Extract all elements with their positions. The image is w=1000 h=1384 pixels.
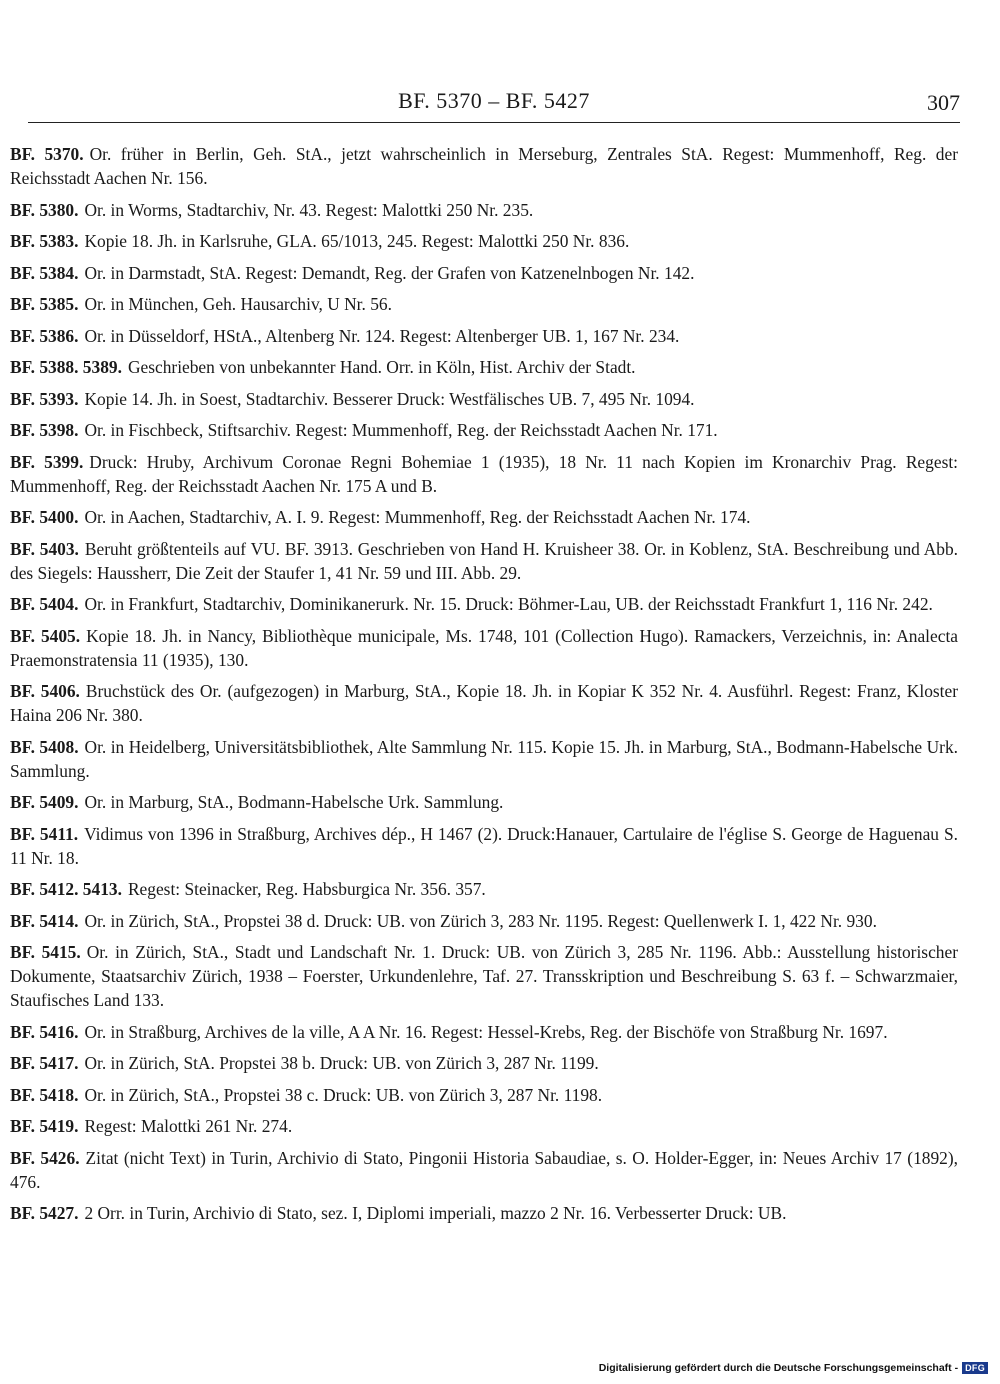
entry-text: 2 Orr. in Turin, Archivio di Stato, sez. I, Diplomi imperiali, mazzo 2 Nr. 16. Verbesserter Druck: UB. — [84, 1203, 787, 1223]
entry-id: BF. 5403. — [10, 538, 79, 559]
entry-text: Kopie 14. Jh. in Soest, Stadtarchiv. Besserer Druck: Westfälisches UB. 7, 495 Nr. 1094. — [84, 388, 695, 409]
entry-id: BF. 5414. — [10, 910, 79, 931]
entry-id: BF. 5388. 5389. — [10, 357, 122, 377]
entry — [10, 592, 958, 616]
entry-id: BF. 5406. — [10, 681, 80, 701]
entry-id: BF. 5380. — [10, 199, 79, 220]
entry — [10, 1201, 958, 1225]
entry — [10, 1114, 958, 1138]
dfg-logo: DFG — [962, 1362, 988, 1374]
entry-text: Zitat (nicht Text) in Turin, Archivio di Stato, Pingonii Historia Sabaudiae, s. O. Holder-Egger, in: Neues Archiv 17 (1892), 476. — [10, 1147, 959, 1192]
entry — [10, 735, 958, 783]
entry-text: Or. in Fischbeck, Stiftsarchiv. Regest: Mummenhoff, Reg. der Reichsstadt Aachen Nr. 171. — [84, 420, 718, 440]
entry — [10, 1020, 958, 1044]
entry — [10, 450, 958, 498]
entry-id: BF. 5393. — [10, 388, 79, 409]
entry-list — [10, 142, 958, 1233]
entry-text: Or. in Worms, Stadtarchiv, Nr. 43. Regest: Malottki 250 Nr. 235. — [84, 199, 534, 220]
entry-text: Geschrieben von unbekannter Hand. Orr. in Köln, Hist. Archiv der Stadt. — [127, 357, 636, 377]
entry-id: BF. 5400. — [10, 507, 79, 527]
footer-credit — [599, 1362, 988, 1374]
entry — [10, 679, 958, 727]
entry-text: Bruchstück des Or. (aufgezogen) in Marburg, StA., Kopie 18. Jh. in Kopiar K 352 Nr. 4. Ausführl. Regest: Franz, Kloster Haina 206 Nr. 380. — [10, 681, 958, 725]
running-title: BF. 5370 – BF. 5427 — [398, 88, 590, 113]
entry — [10, 877, 958, 901]
entry-text: Or. in München, Geh. Hausarchiv, U Nr. 56. — [84, 294, 392, 314]
entry — [10, 387, 958, 411]
entry-text: Or. in Zürich, StA., Propstei 38 d. Druck: UB. von Zürich 3, 283 Nr. 1195. Regest: Quellenwerk I. 1, 422 Nr. 930. — [84, 910, 877, 931]
entry-text: Vidimus von 1396 in Straßburg, Archives dép., H 1467 (2). Druck:Hanauer, Cartulaire de l'église S. George de Haguenau S. 11 Nr. 18. — [10, 823, 958, 868]
entry — [10, 909, 958, 933]
entry-text: Or. in Straßburg, Archives de la ville, A A Nr. 16. Regest: Hessel-Krebs, Reg. der Bischöfe von Straßburg Nr. 1697. — [84, 1021, 888, 1042]
entry-text: Or. in Zürich, StA., Propstei 38 c. Druck: UB. von Zürich 3, 287 Nr. 1198. — [84, 1084, 603, 1105]
entry-id: BF. 5419. — [10, 1116, 79, 1136]
entry — [10, 261, 958, 285]
entry-id: BF. 5399. — [10, 451, 84, 472]
entry-text: Or. in Düsseldorf, HStA., Altenberg Nr. 124. Regest: Altenberger UB. 1, 167 Nr. 234. — [84, 325, 680, 346]
entry-id: BF. 5418. — [10, 1084, 79, 1105]
entry-text: Beruht größtenteils auf VU. BF. 3913. Geschrieben von Hand H. Kruisheer 38. Or. in Koblenz, StA. Beschreibung und Abb. des Siegels: Haussherr, Die Zeit der Staufer 1, 41 Nr. 59 und III. Abb. 29. — [10, 538, 958, 583]
entry — [10, 1083, 958, 1107]
entry — [10, 822, 958, 870]
entry-id: BF. 5412. 5413. — [10, 879, 122, 899]
entry — [10, 418, 958, 442]
entry-id: BF. 5415. — [10, 942, 81, 962]
entry-id: BF. 5409. — [10, 792, 79, 812]
entry-text: Druck: Hruby, Archivum Coronae Regni Bohemiae 1 (1935), 18 Nr. 11 nach Kopien im Kronarchiv Prag. Regest: Mummenhoff, Reg. der Reichsstadt Aachen Nr. 175 A und B. — [10, 451, 959, 496]
entry — [10, 1051, 958, 1075]
entry — [10, 292, 958, 316]
entry-id: BF. 5370. — [10, 144, 84, 164]
running-header — [28, 84, 960, 123]
entry-id: BF. 5383. — [10, 231, 79, 251]
entry — [10, 1146, 958, 1194]
entry — [10, 537, 958, 585]
entry-text: Or. in Zürich, StA. Propstei 38 b. Druck: UB. von Zürich 3, 287 Nr. 1199. — [84, 1053, 599, 1073]
entry-text: Or. in Zürich, StA., Stadt und Landschaft Nr. 1. Druck: UB. von Zürich 3, 285 Nr. 1196. Abb.: Ausstellung historischer Dokumente, Staatsarchiv Zürich, 1938 – Foerster, Urkundenlehre, Taf. 27. Transskription und Beschreibung S. 63 f. – Schwarzmaier, Staufisches Land 133. — [10, 942, 958, 1010]
entry-id: BF. 5417. — [10, 1053, 79, 1073]
entry-id: BF. 5416. — [10, 1021, 79, 1042]
entry-text: Kopie 18. Jh. in Karlsruhe, GLA. 65/1013, 245. Regest: Malottki 250 Nr. 836. — [84, 231, 630, 251]
entry-id: BF. 5404. — [10, 594, 79, 614]
entry-id: BF. 5411. — [10, 823, 79, 844]
funding-credit: Digitalisierung gefördert durch die Deutsche Forschungsgemeinschaft - — [598, 1362, 959, 1374]
entry-text: Or. in Darmstadt, StA. Regest: Demandt, Reg. der Grafen von Katzenelnbogen Nr. 142. — [84, 262, 695, 283]
entry — [10, 229, 958, 253]
entry-text: Regest: Steinacker, Reg. Habsburgica Nr. 356. 357. — [127, 879, 486, 899]
entry — [10, 198, 958, 222]
entry — [10, 142, 958, 190]
entry-id: BF. 5386. — [10, 325, 79, 346]
entry — [10, 624, 958, 672]
entry-id: BF. 5427. — [10, 1203, 79, 1223]
entry-text: Or. in Aachen, Stadtarchiv, A. I. 9. Regest: Mummenhoff, Reg. der Reichsstadt Aachen Nr. 174. — [84, 507, 751, 527]
entry — [10, 324, 958, 348]
entry-id: BF. 5384. — [10, 262, 79, 283]
entry-id: BF. 5398. — [10, 420, 79, 440]
page-number: 307 — [927, 90, 960, 115]
entry — [10, 505, 958, 529]
entry — [10, 355, 958, 379]
entry-text: Or. in Frankfurt, Stadtarchiv, Dominikanerurk. Nr. 15. Druck: Böhmer-Lau, UB. der Reichsstadt Frankfurt 1, 116 Nr. 242. — [84, 594, 933, 614]
entry — [10, 940, 958, 1012]
entry-id: BF. 5405. — [10, 625, 81, 646]
entry-text: Or. früher in Berlin, Geh. StA., jetzt wahrscheinlich in Merseburg, Zentrales StA. Regest: Mummenhoff, Reg. der Reichsstadt Aachen Nr. 156. — [10, 144, 958, 188]
entry-id: BF. 5426. — [10, 1147, 80, 1168]
entry-text: Regest: Malottki 261 Nr. 274. — [84, 1116, 293, 1136]
entry-id: BF. 5385. — [10, 294, 79, 314]
entry-text: Or. in Marburg, StA., Bodmann-Habelsche Urk. Sammlung. — [84, 792, 504, 812]
entry-text: Kopie 18. Jh. in Nancy, Bibliothèque municipale, Ms. 1748, 101 (Collection Hugo). Ramackers, Verzeichnis, in: Analecta Praemonstratensia 11 (1935), 130. — [10, 625, 958, 670]
entry-id: BF. 5408. — [10, 736, 79, 757]
entry — [10, 790, 958, 814]
entry-text: Or. in Heidelberg, Universitätsbibliothek, Alte Sammlung Nr. 115. Kopie 15. Jh. in Marburg, StA., Bodmann-Habelsche Urk. Sammlung. — [10, 736, 958, 781]
